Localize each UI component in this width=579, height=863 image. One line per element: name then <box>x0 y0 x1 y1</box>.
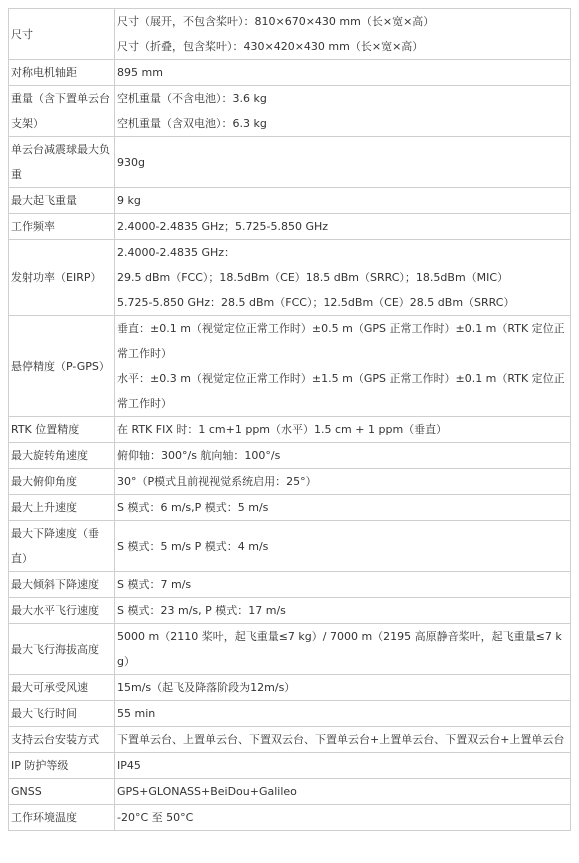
spec-value-line: 下置单云台、上置单云台、下置双云台、下置单云台+上置单云台、下置双云台+上置单云台 <box>117 733 565 746</box>
spec-value-line: 空机重量（不含电池）：3.6 kg <box>117 92 267 105</box>
spec-label: 最大可承受风速 <box>9 675 115 701</box>
spec-label: IP 防护等级 <box>9 753 115 779</box>
spec-label: GNSS <box>9 779 115 805</box>
table-row <box>9 805 571 831</box>
spec-label: 最大倾斜下降速度 <box>9 572 115 598</box>
spec-label: 工作环境温度 <box>9 805 115 831</box>
spec-label: 最大起飞重量 <box>9 188 115 214</box>
spec-value-cell <box>115 805 571 831</box>
spec-value-line: 尺寸（展开，不包含桨叶）：810×670×430 mm（长×宽×高） <box>117 15 435 28</box>
spec-value-line: S 模式：6 m/s,P 模式：5 m/s <box>117 501 269 514</box>
table-row <box>9 443 571 469</box>
spec-value-line: 垂直：±0.1 m（视觉定位正常工作时）±0.5 m（GPS 正常工作时）±0.1 m（RTK 定位正常工作时） <box>117 322 565 360</box>
spec-value-line: IP45 <box>117 759 141 772</box>
table-row <box>9 60 571 86</box>
spec-value-cell <box>115 60 571 86</box>
spec-value-line: 水平：±0.3 m（视觉定位正常工作时）±1.5 m（GPS 正常工作时）±0.1 m（RTK 定位正常工作时） <box>117 372 565 410</box>
spec-value-line: S 模式：5 m/s P 模式：4 m/s <box>117 539 269 553</box>
spec-label: 对称电机轴距 <box>9 60 115 86</box>
spec-label: 悬停精度（P-GPS） <box>9 316 115 417</box>
spec-label: 最大旋转角速度 <box>9 443 115 469</box>
spec-value-cell <box>115 701 571 727</box>
spec-value-cell <box>115 188 571 214</box>
spec-label: 最大水平飞行速度 <box>9 598 115 624</box>
spec-label: 工作频率 <box>9 214 115 240</box>
spec-value-cell <box>115 572 571 598</box>
spec-value-line: 在 RTK FIX 时：1 cm+1 ppm（水平）1.5 cm + 1 ppm（垂直） <box>117 423 448 436</box>
spec-label: 最大俯仰角度 <box>9 469 115 495</box>
spec-value-line: GPS+GLONASS+BeiDou+Galileo <box>117 785 297 798</box>
table-row <box>9 9 571 60</box>
spec-value-line: 29.5 dBm（FCC）；18.5dBm（CE）18.5 dBm（SRRC）；18.5dBm（MIC） <box>117 271 509 284</box>
spec-label: 最大上升速度 <box>9 495 115 521</box>
table-row <box>9 753 571 779</box>
table-row <box>9 675 571 701</box>
spec-value-cell <box>115 495 571 521</box>
table-row <box>9 521 571 572</box>
spec-value-cell <box>115 598 571 624</box>
spec-value-line: 30°（P模式且前视视觉系统启用：25°） <box>117 475 317 488</box>
table-row <box>9 624 571 675</box>
spec-label: 最大下降速度（垂直） <box>9 521 115 572</box>
spec-value-line: 9 kg <box>117 194 141 207</box>
spec-value-line: 15m/s（起飞及降落阶段为12m/s） <box>117 681 296 694</box>
spec-value-cell <box>115 9 571 60</box>
spec-value-cell <box>115 675 571 701</box>
table-row <box>9 495 571 521</box>
spec-value-cell <box>115 753 571 779</box>
spec-value-cell <box>115 86 571 137</box>
table-row <box>9 188 571 214</box>
spec-value-cell <box>115 214 571 240</box>
spec-value-line: 895 mm <box>117 66 163 79</box>
table-row <box>9 701 571 727</box>
spec-value-cell <box>115 240 571 316</box>
spec-value-line: 俯仰轴：300°/s 航向轴：100°/s <box>117 449 281 462</box>
spec-label: 支持云台安装方式 <box>9 727 115 753</box>
spec-value-line: -20°C 至 50°C <box>117 811 194 824</box>
table-row <box>9 469 571 495</box>
spec-value-cell <box>115 521 571 572</box>
spec-value-line: 55 min <box>117 707 156 720</box>
table-row <box>9 779 571 805</box>
spec-value-cell <box>115 469 571 495</box>
spec-table <box>8 8 571 831</box>
spec-value-cell <box>115 137 571 188</box>
table-row <box>9 572 571 598</box>
spec-value-line: S 模式：23 m/s, P 模式：17 m/s <box>117 604 286 617</box>
spec-value-line: 2.4000-2.4835 GHz： <box>117 246 236 259</box>
spec-value-line: 5.725-5.850 GHz：28.5 dBm（FCC）；12.5dBm（CE）28.5 dBm（SRRC） <box>117 296 515 309</box>
spec-label: 发射功率（EIRP） <box>9 240 115 316</box>
spec-label: 单云台减震球最大负重 <box>9 137 115 188</box>
table-row <box>9 598 571 624</box>
table-row <box>9 417 571 443</box>
spec-value-line: 空机重量（含双电池）：6.3 kg <box>117 117 267 130</box>
spec-label: RTK 位置精度 <box>9 417 115 443</box>
spec-label: 重量（含下置单云台支架） <box>9 86 115 137</box>
table-row <box>9 316 571 417</box>
spec-value-line: 930g <box>117 155 145 169</box>
spec-value-line: 5000 m（2110 桨叶，起飞重量≤7 kg）/ 7000 m（2195 高原静音桨叶，起飞重量≤7 kg） <box>117 630 562 668</box>
spec-value-cell <box>115 443 571 469</box>
spec-value-line: 2.4000-2.4835 GHz；5.725-5.850 GHz <box>117 220 329 233</box>
spec-value-cell <box>115 727 571 753</box>
spec-table-body <box>9 9 571 831</box>
spec-value-cell <box>115 779 571 805</box>
table-row <box>9 86 571 137</box>
spec-value-cell <box>115 417 571 443</box>
table-row <box>9 214 571 240</box>
table-row <box>9 727 571 753</box>
spec-label: 最大飞行时间 <box>9 701 115 727</box>
spec-value-line: 尺寸（折叠，包含桨叶）：430×420×430 mm（长×宽×高） <box>117 40 424 53</box>
table-row <box>9 137 571 188</box>
spec-value-cell <box>115 316 571 417</box>
spec-value-line: S 模式：7 m/s <box>117 578 192 591</box>
table-row <box>9 240 571 316</box>
spec-label: 最大飞行海拔高度 <box>9 624 115 675</box>
spec-label: 尺寸 <box>9 9 115 60</box>
spec-value-cell <box>115 624 571 675</box>
